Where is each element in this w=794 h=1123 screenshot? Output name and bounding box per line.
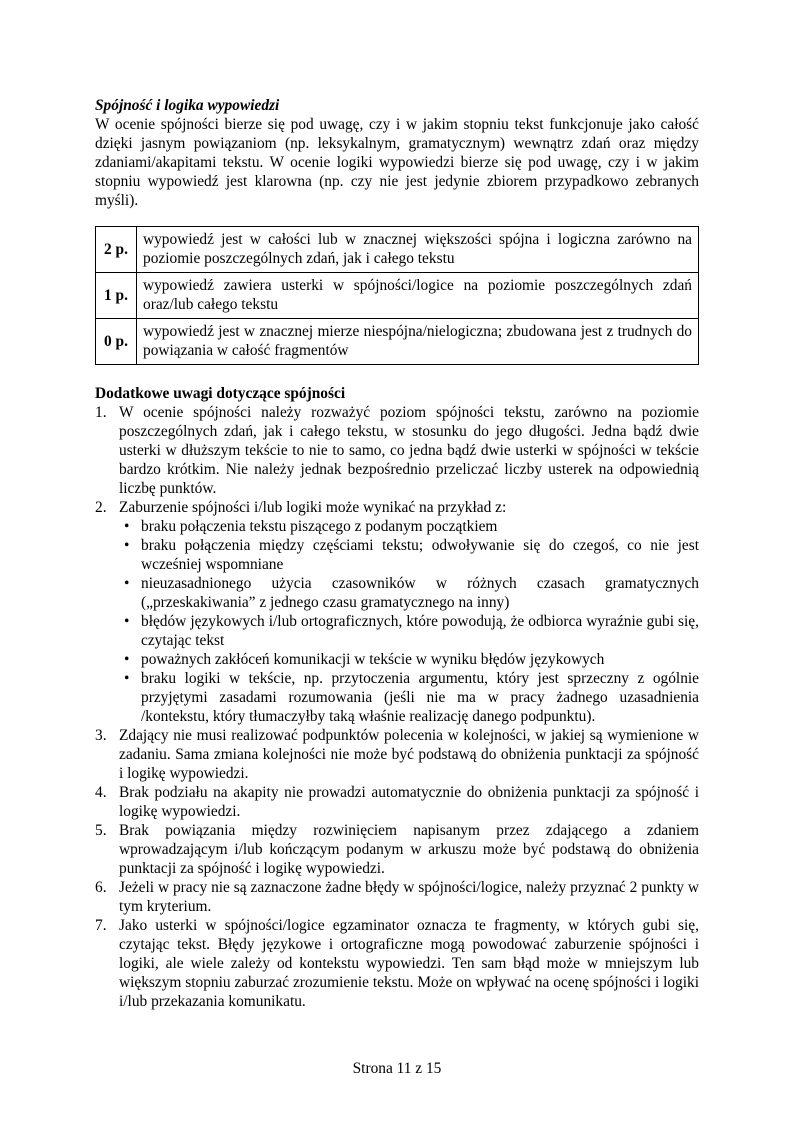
bullet-item xyxy=(119,612,699,650)
list-item xyxy=(95,498,699,726)
item-text: Jeżeli w pracy nie są zaznaczone żadne błędy w spójności/logice, należy przyznać 2 punkty w tym kryterium. xyxy=(119,879,699,915)
bullet-text: nieuzasadnionego użycia czasowników w różnych czasach gramatycznych („przeskakiwania” z jednego czasu gramatycznego na inny) xyxy=(141,575,699,611)
remarks-list xyxy=(95,403,699,1011)
remarks-title: Dodatkowe uwagi dotyczące spójności xyxy=(95,385,346,402)
score-points: 1 p. xyxy=(96,273,137,319)
table-row xyxy=(96,227,699,273)
list-item xyxy=(95,821,699,878)
scoring-table xyxy=(95,226,699,365)
bullet-icon: • xyxy=(124,613,130,630)
bullet-icon: • xyxy=(124,537,130,554)
bullet-icon: • xyxy=(124,575,130,592)
item-text: Brak podziału na akapity nie prowadzi automatycznie do obniżenia punktacji za spójność i logikę wypowiedzi. xyxy=(119,784,699,820)
bullet-text: braku połączenia między częściami tekstu; odwoływanie się do czegoś, co nie jest wcześniej wspomniane xyxy=(141,537,699,573)
table-row xyxy=(96,273,699,319)
list-item xyxy=(95,403,699,498)
bullet-item xyxy=(119,574,699,612)
bullet-text: braku logiki w tekście, np. przytoczenia argumentu, który jest sprzeczny z ogólnie przyjętymi zasadami rozumowania (jeśli nie ma w pracy żadnego uzasadnienia /kontekstu, który tłumaczyłby taką właśnie realizację danego podpunktu). xyxy=(141,670,699,725)
bullet-item xyxy=(119,517,699,536)
list-item xyxy=(95,916,699,1011)
item-text: Brak powiązania między rozwinięciem napisanym przez zdającego a zdaniem wprowadzającym i/lub kończącym podanym w arkuszu może być podstawą do obniżenia punktacji za spójność i logikę wypowiedzi. xyxy=(119,822,699,877)
bullet-item xyxy=(119,536,699,574)
table-row xyxy=(96,319,699,365)
item-number: 4. xyxy=(95,784,107,801)
section-intro: W ocenie spójności bierze się pod uwagę, czy i w jakim stopniu tekst funkcjonuje jako całość dzięki jasnym powiązaniom (np. leksykalnym, gramatycznym) wewnątrz zdań oraz między zdaniami/akapitami tekstu. W ocenie logiki wypowiedzi bierze się pod uwagę, czy i w jakim stopniu wypowiedź jest klarowna (np. czy nie jest jedynie zbiorem przypadkowo zebranych myśli). xyxy=(95,116,699,209)
item-number: 3. xyxy=(95,727,107,744)
score-description: wypowiedź jest w znacznej mierze niespójna/nielogiczna; zbudowana jest z trudnych do powiązania w całość fragmentów xyxy=(137,319,699,365)
section-title: Spójność i logika wypowiedzi xyxy=(95,97,280,114)
causes-list xyxy=(119,517,699,726)
score-points: 2 p. xyxy=(96,227,137,273)
item-number: 7. xyxy=(95,917,107,934)
item-text: Jako usterki w spójności/logice egzaminator oznacza te fragmenty, w których gubi się, czytając tekst. Błędy językowe i ortograficzne mogą powodować zaburzenie spójności i logiki, ale wiele zależy od kontekstu wypowiedzi. Ten sam błąd może w mniejszym lub większym stopniu zaburzać zrozumienie tekstu. Może on wpływać na ocenę spójności i logiki i/lub przekazania komunikatu. xyxy=(119,917,699,1010)
score-description: wypowiedź zawiera usterki w spójności/logice na poziomie poszczególnych zdań oraz/lub całego tekstu xyxy=(137,273,699,319)
bullet-item xyxy=(119,669,699,726)
bullet-text: poważnych zakłóceń komunikacji w tekście w wyniku błędów językowych xyxy=(141,651,605,668)
item-text: W ocenie spójności należy rozważyć poziom spójności tekstu, zarówno na poziomie poszczególnych zdań, jak i całego tekstu, w stosunku do jego długości. Jedna bądź dwie usterki w dłuższym tekście to nie to samo, co jedna bądź dwie usterki w spójności w tekście bardzo krótkim. Nie należy jednak bezpośrednio przeliczać liczby usterek na odpowiednią liczbę punktów. xyxy=(119,404,699,497)
item-text: Zdający nie musi realizować podpunktów polecenia w kolejności, w jakiej są wymienione w zadaniu. Sama zmiana kolejności nie może być podstawą do obniżenia punktacji za spójność i logikę wypowiedzi. xyxy=(119,727,699,782)
item-number: 6. xyxy=(95,879,107,896)
item-text: Zaburzenie spójności i/lub logiki może wynikać na przykład z: xyxy=(119,499,507,516)
page-content xyxy=(95,96,699,1011)
item-number: 1. xyxy=(95,404,107,421)
bullet-icon: • xyxy=(124,651,130,668)
bullet-icon: • xyxy=(124,670,130,687)
bullet-icon: • xyxy=(124,518,130,535)
list-item xyxy=(95,878,699,916)
page-number: Strona 11 z 15 xyxy=(352,1060,442,1077)
item-number: 5. xyxy=(95,822,107,839)
bullet-text: błędów językowych i/lub ortograficznych, które powodują, że odbiorca wyraźnie gubi się, czytając tekst xyxy=(141,613,699,649)
bullet-text: braku połączenia tekstu piszącego z podanym początkiem xyxy=(141,518,498,535)
list-item xyxy=(95,783,699,821)
score-points: 0 p. xyxy=(96,319,137,365)
list-item xyxy=(95,726,699,783)
score-description: wypowiedź jest w całości lub w znacznej większości spójna i logiczna zarówno na poziomie poszczególnych zdań, jak i całego tekstu xyxy=(137,227,699,273)
bullet-item xyxy=(119,650,699,669)
item-number: 2. xyxy=(95,499,107,516)
